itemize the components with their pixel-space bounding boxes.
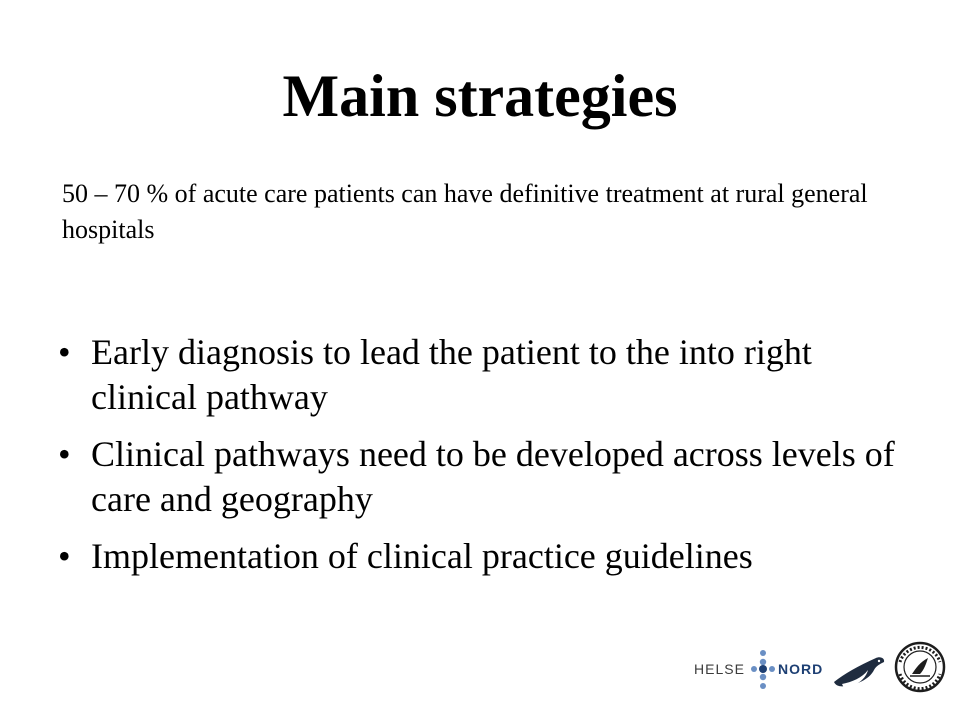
bird-logo-icon bbox=[830, 652, 888, 692]
dots-cross-icon bbox=[750, 648, 776, 692]
bullet-item: • Implementation of clinical practice guidelines bbox=[58, 534, 918, 579]
footer-logos bbox=[690, 630, 952, 710]
slide-title: Main strategies bbox=[282, 63, 678, 129]
helse-nord-logo bbox=[690, 648, 826, 692]
bullet-item: • Clinical pathways need to be developed across levels of care and geography bbox=[58, 432, 918, 522]
university-seal-icon bbox=[894, 634, 946, 700]
slide-subtitle: 50 – 70 % of acute care patients can have definitive treatment at rural general hospitals bbox=[62, 179, 868, 244]
bullet-list bbox=[58, 330, 918, 591]
bullet-item: • Early diagnosis to lead the patient to the into right clinical pathway bbox=[58, 330, 918, 420]
helse-logo-word: HELSE bbox=[694, 661, 745, 677]
nord-logo-word: NORD bbox=[778, 661, 824, 677]
